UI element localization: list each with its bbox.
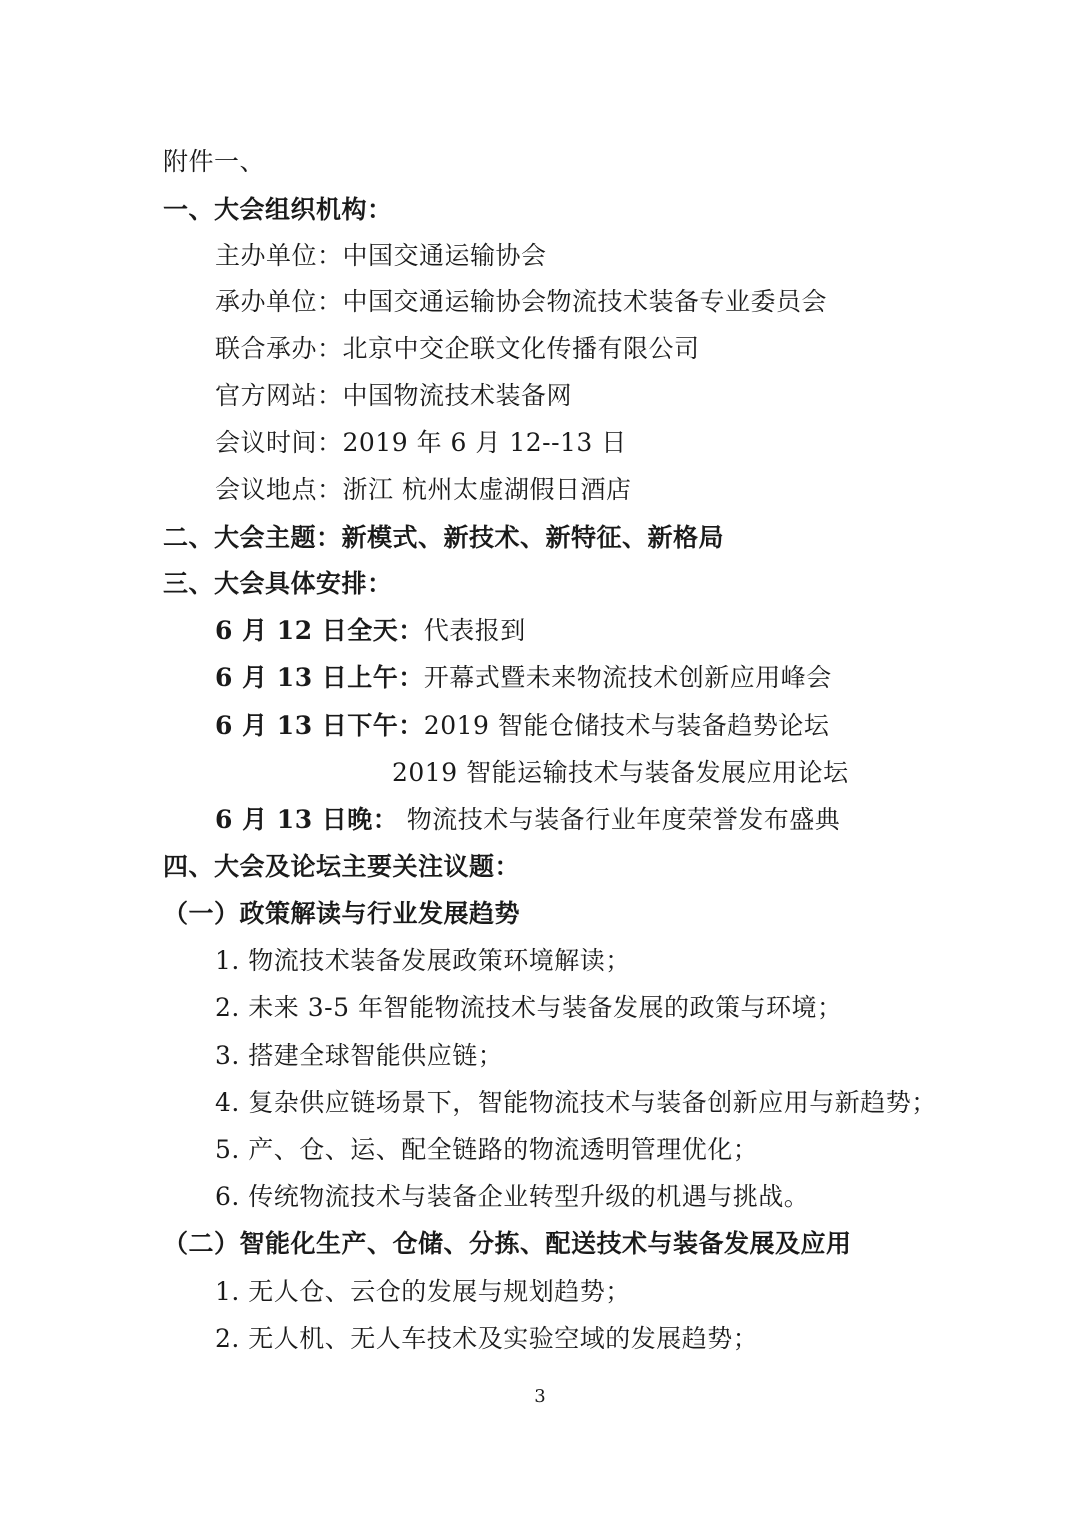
location-line: 会议地点：浙江 杭州太虚湖假日酒店 <box>215 475 632 504</box>
section1-heading: 一、大会组织机构： <box>163 195 393 224</box>
subsection2-heading: （二）智能化生产、仓储、分拣、配送技术与装备发展及应用 <box>163 1229 852 1258</box>
schedule-row <box>392 757 849 789</box>
organizer-line: 主办单位：中国交通运输协会 <box>215 241 547 270</box>
section2-heading: 二、大会主题：新模式、新技术、新特征、新格局 <box>163 523 725 552</box>
schedule-time: 6 月 12 日全天： <box>215 616 424 645</box>
schedule-row <box>215 710 829 742</box>
schedule-event: 开幕式暨未来物流技术创新应用峰会 <box>423 663 832 692</box>
schedule-event: 2019 智能仓储技术与装备趋势论坛 <box>423 711 830 740</box>
list-item: 3. 搭建全球智能供应链； <box>215 1041 504 1070</box>
schedule-event: 物流技术与装备行业年度荣誉发布盛典 <box>398 805 841 834</box>
section3-heading: 三、大会具体安排： <box>163 569 393 598</box>
schedule-row <box>215 662 832 694</box>
schedule-time: 6 月 13 日上午： <box>215 663 424 692</box>
list-item: 6. 传统物流技术与装备企业转型升级的机遇与挑战。 <box>215 1182 810 1211</box>
list-item: 1. 无人仓、云仓的发展与规划趋势； <box>215 1277 631 1306</box>
list-item: 5. 产、仓、运、配全链路的物流透明管理优化； <box>215 1135 759 1164</box>
page-number: 3 <box>534 1386 546 1407</box>
list-item: 1. 物流技术装备发展政策环境解读； <box>215 946 631 975</box>
schedule-event: 代表报到 <box>423 616 526 645</box>
schedule-event: 2019 智能运输技术与装备发展应用论坛 <box>392 758 849 787</box>
website-line: 官方网站：中国物流技术装备网 <box>215 381 573 410</box>
list-item: 2. 无人机、无人车技术及实验空域的发展趋势； <box>215 1324 759 1353</box>
schedule-time: 6 月 13 日晚： <box>215 805 399 834</box>
list-item: 2. 未来 3-5 年智能物流技术与装备发展的政策与环境； <box>215 993 843 1022</box>
schedule-row <box>215 615 526 647</box>
schedule-row <box>215 804 840 836</box>
section4-heading: 四、大会及论坛主要关注议题： <box>163 852 521 881</box>
undertaker-line: 承办单位：中国交通运输协会物流技术装备专业委员会 <box>215 287 828 316</box>
co-undertaker-line: 联合承办：北京中交企联文化传播有限公司 <box>215 334 700 363</box>
subsection1-heading: （一）政策解读与行业发展趋势 <box>163 899 521 928</box>
list-item: 4. 复杂供应链场景下，智能物流技术与装备创新应用与新趋势； <box>215 1088 937 1117</box>
time-line: 会议时间：2019 年 6 月 12--13 日 <box>215 428 627 457</box>
schedule-time: 6 月 13 日下午： <box>215 711 424 740</box>
attachment-label: 附件一、 <box>163 147 266 176</box>
